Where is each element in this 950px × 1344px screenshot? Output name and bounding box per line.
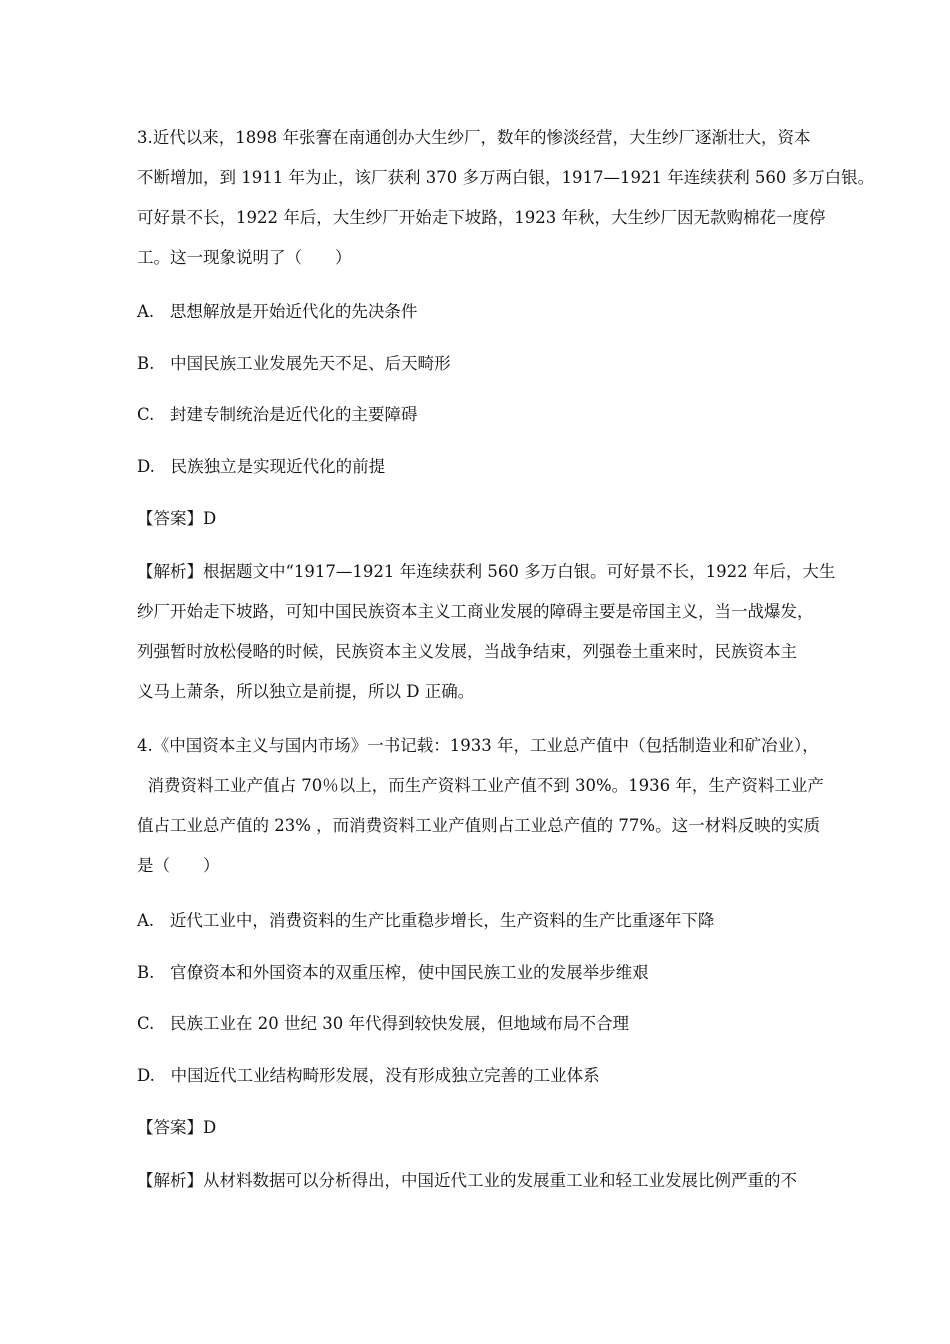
q3-option-b-text: 中国民族工业发展先天不足、后天畸形 xyxy=(170,354,451,373)
q4-option-d-letter: D. xyxy=(137,1066,155,1085)
q3-analysis-line-3: 列强暂时放松侵略的时候，民族资本主义发展，当战争结束，列强卷土重来时，民族资本主 xyxy=(137,642,797,661)
q3-option-c-letter: C. xyxy=(137,405,155,424)
q3-answer: 【答案】D xyxy=(137,509,217,528)
q4-option-d xyxy=(137,1065,600,1087)
q4-option-c xyxy=(137,1013,629,1035)
q4-stem-line-1: 4.《中国资本主义与国内市场》一书记载：1933 年，工业总产值中（包括制造业和矿冶业）， xyxy=(137,736,819,755)
q3-option-a-text: 思想解放是开始近代化的先决条件 xyxy=(169,302,418,321)
q4-option-a-letter: A. xyxy=(137,911,155,930)
q4-stem-line-2: 消费资料工业产值占 70％以上，而生产资料工业产值不到 30%。1936 年，生产资料工业产 xyxy=(137,776,824,795)
q3-stem-line-2: 不断增加，到 1911 年为止，该厂获利 370 多万两白银，1917—1921 年连续获利 560 多万白银。 xyxy=(137,168,875,187)
q3-option-a xyxy=(137,301,417,323)
q4-option-a xyxy=(137,910,714,932)
q4-option-b-letter: B. xyxy=(137,963,155,982)
q4-stem-line-3: 值占工业总产值的 23% ，而消费资料工业产值则占工业总产值的 77%。这一材料反映的实质 xyxy=(137,816,821,835)
q4-option-b-text: 官僚资本和外国资本的双重压榨，使中国民族工业的发展举步维艰 xyxy=(170,963,649,982)
q4-option-c-letter: C. xyxy=(137,1014,155,1033)
q3-stem-line-4: 工。这一现象说明了（ ） xyxy=(137,248,352,267)
q4-stem-line-4: 是（ ） xyxy=(137,856,220,875)
q3-option-c xyxy=(137,404,418,426)
q3-analysis-line-1: 【解析】根据题文中“1917—1921 年连续获利 560 多万白银。可好景不长，1922 年后，大生 xyxy=(137,562,836,581)
q4-answer: 【答案】D xyxy=(137,1118,217,1137)
q3-analysis-line-4: 义马上萧条，所以独立是前提，所以 D 正确。 xyxy=(137,682,475,701)
q3-option-d-text: 民族独立是实现近代化的前提 xyxy=(170,457,386,476)
q3-option-b xyxy=(137,353,451,375)
q3-stem-line-1: 3.近代以来，1898 年张謇在南通创办大生纱厂，数年的惨淡经营，大生纱厂逐渐壮大，资本 xyxy=(137,128,811,147)
q4-option-b xyxy=(137,962,649,984)
q4-analysis-line-1: 【解析】从材料数据可以分析得出，中国近代工业的发展重工业和轻工业发展比例严重的不 xyxy=(137,1171,797,1190)
q3-option-a-letter: A. xyxy=(137,302,155,321)
q3-analysis-line-2: 纱厂开始走下坡路，可知中国民族资本主义工商业发展的障碍主要是帝国主义，当一战爆发， xyxy=(137,602,814,621)
q3-option-c-text: 封建专制统治是近代化的主要障碍 xyxy=(170,405,418,424)
q4-option-a-text: 近代工业中，消费资料的生产比重稳步增长，生产资料的生产比重逐年下降 xyxy=(169,911,715,930)
q3-option-b-letter: B. xyxy=(137,354,155,373)
q3-stem-line-3: 可好景不长，1922 年后，大生纱厂开始走下坡路，1923 年秋，大生纱厂因无款购棉花一度停 xyxy=(137,208,826,227)
q3-option-d-letter: D. xyxy=(137,457,155,476)
q4-option-c-text: 民族工业在 20 世纪 30 年代得到较快发展，但地域布局不合理 xyxy=(170,1014,630,1033)
q4-option-d-text: 中国近代工业结构畸形发展，没有形成独立完善的工业体系 xyxy=(170,1066,600,1085)
q3-option-d xyxy=(137,456,385,478)
